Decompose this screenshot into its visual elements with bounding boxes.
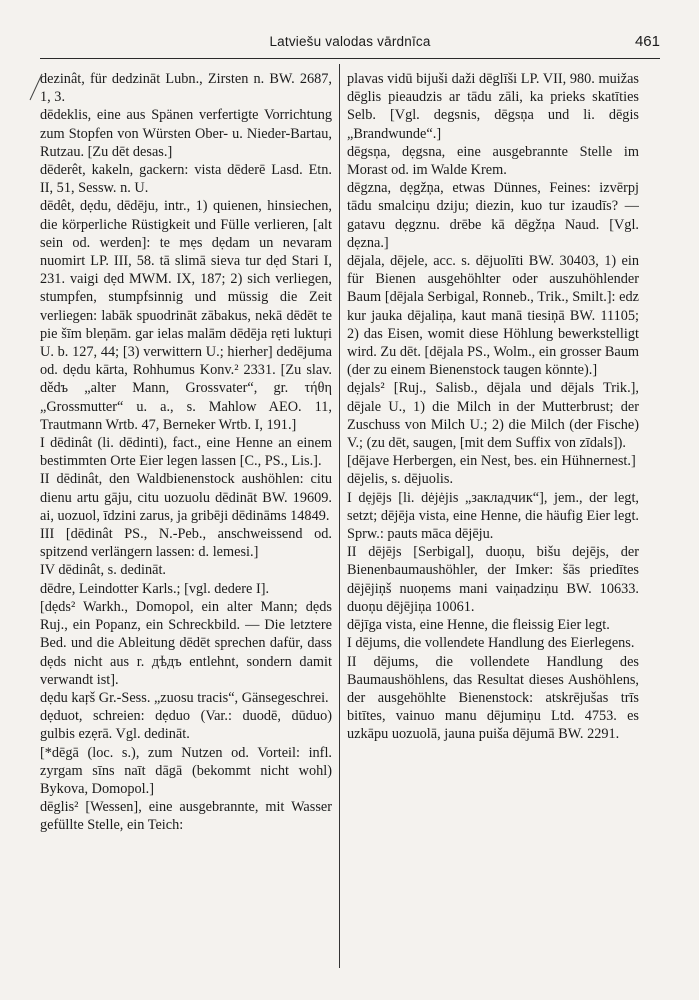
dictionary-entry: [dẹds² Warkh., Domopol, ein alter Mann; dẹds Ruj., ein Popanz, ein Schreckbild. — Die letztere Bed. und die Ableitung dēdēt sprechen dafür, dass dẹds nicht aus r. дѣдъ entlehnt, sondern damit verwandt ist].: [40, 598, 332, 688]
dictionary-entry: dēdeklis, eine aus Spänen verfertigte Vorrichtung zum Stopfen von Würsten Ober- u. Nieder-Bartau, Rutzau. [Zu dēt desas.]: [40, 107, 332, 160]
dictionary-entry: II dējums, die vollendete Handlung des Baumaushöhlens, das Resultat dieses Aushöhlens, der ausgehöhlte Bienenstock: atskrējušas trīs bitītes, vainuo manu dējumiņu Ltd. 4753. es uzkāpu uozuolā, jauna puiša dējumā BW. 2291.: [347, 653, 639, 743]
dictionary-entry: dēgsņa, dẹgsna, eine ausgebrannte Stelle im Morast od. im Walde Krem.: [347, 143, 639, 179]
dictionary-entry: I dēdinât (li. dēdinti), fact., eine Henne an einem bestimmten Orte Eier legen lassen [C., PS., Lis.].: [40, 435, 332, 470]
left-column: [40, 70, 332, 970]
dictionary-entry: dẹjals² [Ruj., Salisb., dējala und dējals Trik.], dējale U., 1) die Milch in der Mutterbrust; der Zuschuss von Milch U.; 2) die Milch (der Fische) V.; (zu dēt, saugen, [mit dem Suffix von zīdals]).: [347, 380, 639, 452]
header-rule: [40, 58, 660, 59]
dictionary-entry: dēgzna, dẹgžņa, etwas Dünnes, Feines: izvērpj tādu smalciņu dziju; diezin, kuo tur izaudīs? — gatavu dẹgznu. drēbe kā dēgžņa Naud. [Vgl. dẹzna.]: [347, 180, 639, 251]
dictionary-entry: [*dēgā (loc. s.), zum Nutzen od. Vorteil: infl. zyrgam sīns naīt dāgā (bekommt nicht wohl) Bykova, Domopol.]: [40, 744, 332, 797]
dictionary-entry: dẹdu kaŗš Gr.-Sess. „zuosu tracis“, Gänsegeschrei.: [40, 689, 329, 706]
right-column: [347, 70, 639, 970]
running-title: Latviešu valodas vārdnīca: [269, 34, 431, 49]
dictionary-entry: dējelis, s. dējuolis.: [347, 471, 454, 488]
dictionary-entry: dēderêt, kakeln, gackern: vista dēderē Lasd. Etn. II, 51, Sessw. n. U.: [40, 162, 332, 197]
column-divider: [339, 64, 340, 968]
dictionary-entry: dēglis² [Wessen], eine ausgebrannte, mit Wasser gefüllte Stelle, ein Teich:: [40, 799, 332, 834]
dictionary-entry: dēdêt, dẹdu, dēdēju, intr., 1) quienen, hinsiechen, die körperliche Rüstigkeit und Fülle verlieren, [alt sein od. werden]: te mẹs dẹdam un nevaram nuomirt LP. III, 58. tā slimā sieva tur dẹd Stari I, 231. vaigi dẹd MWM. IX, 187; 2) sich verliegen, stumpfen, stumpfsinnig und müssig die Zeit verliegen: labāk spuodrināt zābakus, nekā dēdēt te pie šīm bleņām. gar ielas malām dēdēja rẹti luktuŗi U. b. 127, 44; [3) verwittern U.; hierher] dedējuma od. dẹdu kārta, Rohhumus Konv.² 2331. [Zu slav. dědъ „alter Mann, Grossvater“, gr. τήθη „Grossmutter“ u. a., s. Mahlow AEO. 11, Trautmann Wrtb. 47, Berneker Wrtb. I, 191.]: [40, 198, 332, 433]
dictionary-entry: IV dēdinât, s. dedināt.: [40, 562, 166, 579]
dictionary-entry: II dējējs [Serbigal], duoņu, bišu dejējs, der Bienenbaumaushöhler, der Imker: šās priedītes dējējiņš nuoņems mani vaiņadziņu BW. 10633. duoņu dējējiņa 10061.: [347, 544, 639, 615]
dictionary-entry: dējala, dējele, acc. s. dējuolīti BW. 30403, 1) ein für Bienen ausgehöhlter oder auszuhöhlender Baum [dējala Serbigal, Ronneb., Trik., Smilt.]: edz kur jauka dējaliņa, kaut manā tiesiņā BW. 11105; 2) das Eisen, womit diese Höhlung bewerkstelligt wird. Zu dēt. [dējala PS., Wolm., ein grosser Baum (der zu einem Bienenstock taugen könnte).]: [347, 253, 639, 379]
dictionary-entry: III [dēdinât PS., N.-Peb., anschweissend od. spitzend verlängern lassen: d. lemesi.]: [40, 526, 332, 561]
page-header: [40, 34, 660, 56]
dictionary-entry: I dẹjējs [li. dėjėjis „закладчик“], jem., der legt, setzt; dējēja vista, eine Henne, die häufig Eier legt. Sprw.: pauts māca dējēju.: [347, 489, 639, 543]
dictionary-entry: dẹduot, schreien: dẹduo (Var.: duodē, dūduo) gulbis ezẹrā. Vgl. dedināt.: [40, 708, 332, 743]
dictionary-entry: [dējave Herbergen, ein Nest, bes. ein Hühnernest.]: [347, 453, 636, 470]
dictionary-entry: dezinât, für dedzināt Lubn., Zirsten n. BW. 2687, 1, 3.: [40, 71, 332, 106]
dictionary-entry: II dēdinât, den Waldbienenstock aushöhlen: citu dienu artu gāju, citu uozuolu dēdināt BW. 19609. ai, uozuol, īdzini zarus, ja gribēji dēdināms 14849.: [40, 471, 332, 524]
dictionary-entry: I dējums, die vollendete Handlung des Eierlegens.: [347, 635, 635, 652]
dictionary-entry: plavas vidū bijuši daži dēglīši LP. VII, 980. muižas dēglis pieaudzis ar tādu zāli, ka prieks skatīties Selb. [Vgl. degsnis, dēgsņa und li. dēgis „Brandwunde“.]: [347, 71, 639, 142]
dictionary-entry: dējīga vista, eine Henne, die fleissig Eier legt.: [347, 617, 610, 634]
dictionary-entry: dēdre, Leindotter Karls.; [vgl. dedere I].: [40, 580, 270, 597]
page-number: 461: [634, 33, 660, 50]
